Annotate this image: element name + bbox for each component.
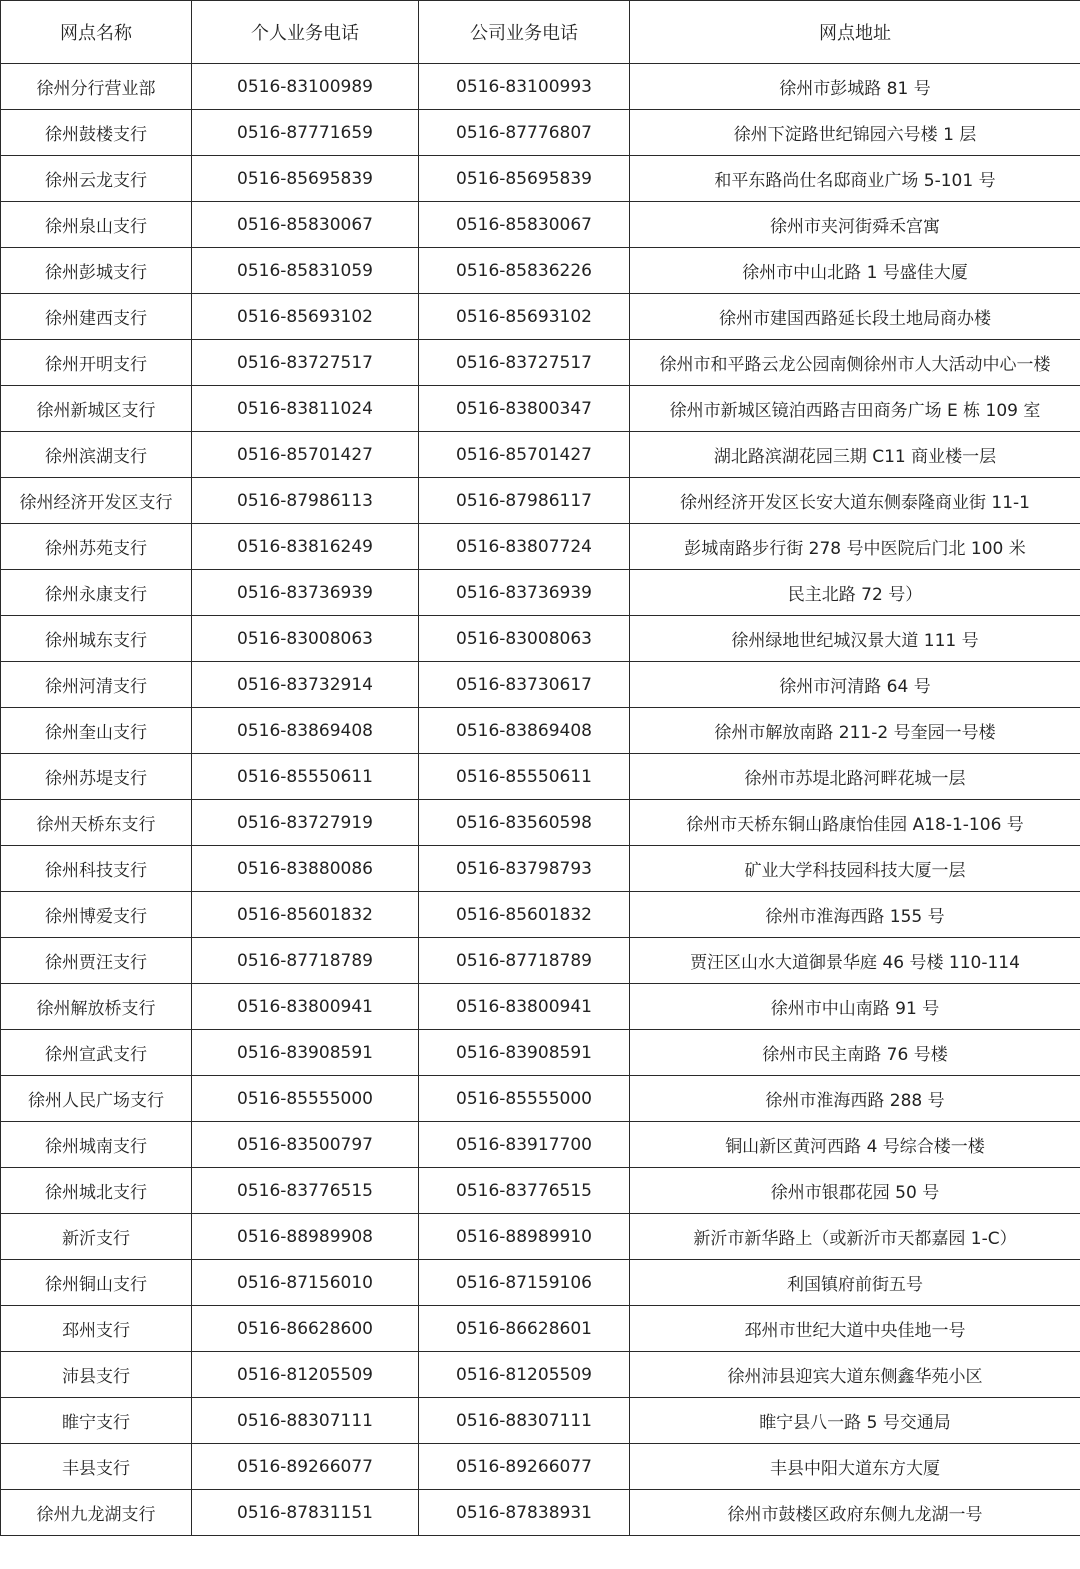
branch-address-cell: 徐州市彭城路 81 号 (630, 64, 1080, 110)
branch-name-cell: 徐州鼓楼支行 (1, 110, 192, 156)
table-row (1, 892, 1080, 938)
branch-address-cell: 矿业大学科技园科技大厦一层 (630, 846, 1080, 892)
branch-name-cell: 徐州科技支行 (1, 846, 192, 892)
personal-phone-cell: 0516-83869408 (192, 708, 419, 754)
table-row (1, 478, 1080, 524)
personal-phone-cell: 0516-85695839 (192, 156, 419, 202)
company-phone-cell: 0516-87159106 (419, 1260, 630, 1306)
company-phone-cell: 0516-83908591 (419, 1030, 630, 1076)
branch-name-cell: 徐州天桥东支行 (1, 800, 192, 846)
branch-address-cell: 徐州市银郡花园 50 号 (630, 1168, 1080, 1214)
branch-name-cell: 徐州新城区支行 (1, 386, 192, 432)
table-row (1, 1490, 1080, 1536)
branch-name-cell: 徐州奎山支行 (1, 708, 192, 754)
personal-phone-cell: 0516-83736939 (192, 570, 419, 616)
branch-address-cell: 徐州经济开发区长安大道东侧泰隆商业街 11-1 (630, 478, 1080, 524)
branch-name-cell: 徐州河清支行 (1, 662, 192, 708)
branch-address-cell: 民主北路 72 号） (630, 570, 1080, 616)
table-row (1, 616, 1080, 662)
branch-name-cell: 徐州滨湖支行 (1, 432, 192, 478)
table-row (1, 1260, 1080, 1306)
personal-phone-cell: 0516-83008063 (192, 616, 419, 662)
table-row (1, 524, 1080, 570)
personal-phone-cell: 0516-85701427 (192, 432, 419, 478)
table-row (1, 110, 1080, 156)
company-phone-cell: 0516-88989910 (419, 1214, 630, 1260)
personal-phone-cell: 0516-85830067 (192, 202, 419, 248)
table-row (1, 156, 1080, 202)
company-phone-cell: 0516-85550611 (419, 754, 630, 800)
company-phone-cell: 0516-83869408 (419, 708, 630, 754)
personal-phone-cell: 0516-87156010 (192, 1260, 419, 1306)
table-row (1, 1076, 1080, 1122)
personal-phone-cell: 0516-87718789 (192, 938, 419, 984)
branch-address-cell: 徐州市解放南路 211-2 号奎园一号楼 (630, 708, 1080, 754)
branch-address-cell: 丰县中阳大道东方大厦 (630, 1444, 1080, 1490)
branch-address-cell: 睢宁县八一路 5 号交通局 (630, 1398, 1080, 1444)
company-phone-cell: 0516-89266077 (419, 1444, 630, 1490)
company-phone-cell: 0516-85695839 (419, 156, 630, 202)
branch-address-cell: 利国镇府前街五号 (630, 1260, 1080, 1306)
branch-address-cell: 徐州沛县迎宾大道东侧鑫华苑小区 (630, 1352, 1080, 1398)
branch-address-cell: 湖北路滨湖花园三期 C11 商业楼一层 (630, 432, 1080, 478)
branch-name-cell: 徐州贾汪支行 (1, 938, 192, 984)
personal-phone-cell: 0516-87771659 (192, 110, 419, 156)
table-row (1, 754, 1080, 800)
table-row (1, 708, 1080, 754)
branch-name-cell: 徐州人民广场支行 (1, 1076, 192, 1122)
company-phone-cell: 0516-83776515 (419, 1168, 630, 1214)
branch-address-cell: 徐州市苏堤北路河畔花城一层 (630, 754, 1080, 800)
table-row (1, 1168, 1080, 1214)
company-phone-cell: 0516-87718789 (419, 938, 630, 984)
company-phone-cell: 0516-85693102 (419, 294, 630, 340)
branch-name-cell: 徐州苏苑支行 (1, 524, 192, 570)
branch-address-cell: 徐州市中山南路 91 号 (630, 984, 1080, 1030)
branch-address-cell: 徐州绿地世纪城汉景大道 111 号 (630, 616, 1080, 662)
company-phone-cell: 0516-83560598 (419, 800, 630, 846)
personal-phone-cell: 0516-85550611 (192, 754, 419, 800)
personal-phone-cell: 0516-83908591 (192, 1030, 419, 1076)
company-phone-cell: 0516-83800941 (419, 984, 630, 1030)
branch-name-cell: 徐州泉山支行 (1, 202, 192, 248)
company-phone-cell: 0516-85830067 (419, 202, 630, 248)
branch-address-cell: 贾汪区山水大道御景华庭 46 号楼 110-114 (630, 938, 1080, 984)
branch-address-cell: 徐州市民主南路 76 号楼 (630, 1030, 1080, 1076)
table-row (1, 1122, 1080, 1168)
personal-phone-cell: 0516-85693102 (192, 294, 419, 340)
table-row (1, 202, 1080, 248)
branch-name-cell: 徐州建西支行 (1, 294, 192, 340)
table-row (1, 846, 1080, 892)
table-row (1, 1306, 1080, 1352)
branch-address-cell: 新沂市新华路上（或新沂市天都嘉园 1-C） (630, 1214, 1080, 1260)
company-phone-cell: 0516-87986117 (419, 478, 630, 524)
table-row (1, 984, 1080, 1030)
branch-address-cell: 铜山新区黄河西路 4 号综合楼一楼 (630, 1122, 1080, 1168)
branch-address-cell: 徐州市鼓楼区政府东侧九龙湖一号 (630, 1490, 1080, 1536)
branch-name-cell: 徐州九龙湖支行 (1, 1490, 192, 1536)
personal-phone-cell: 0516-86628600 (192, 1306, 419, 1352)
personal-phone-cell: 0516-83500797 (192, 1122, 419, 1168)
personal-phone-cell: 0516-81205509 (192, 1352, 419, 1398)
branch-address-cell: 邳州市世纪大道中央佳地一号 (630, 1306, 1080, 1352)
header-company-phone: 公司业务电话 (419, 1, 630, 64)
table-row (1, 1444, 1080, 1490)
table-row (1, 340, 1080, 386)
table-row (1, 294, 1080, 340)
branch-address-cell: 徐州市淮海西路 288 号 (630, 1076, 1080, 1122)
table-row (1, 1352, 1080, 1398)
branch-name-cell: 徐州解放桥支行 (1, 984, 192, 1030)
header-branch-address: 网点地址 (630, 1, 1080, 64)
company-phone-cell: 0516-85836226 (419, 248, 630, 294)
table-row (1, 662, 1080, 708)
branch-address-cell: 和平东路尚仕名邸商业广场 5-101 号 (630, 156, 1080, 202)
personal-phone-cell: 0516-83811024 (192, 386, 419, 432)
company-phone-cell: 0516-83800347 (419, 386, 630, 432)
branch-name-cell: 徐州开明支行 (1, 340, 192, 386)
company-phone-cell: 0516-83798793 (419, 846, 630, 892)
table-row (1, 386, 1080, 432)
table-row (1, 248, 1080, 294)
table-row (1, 64, 1080, 110)
branch-name-cell: 徐州城东支行 (1, 616, 192, 662)
company-phone-cell: 0516-83807724 (419, 524, 630, 570)
branch-address-cell: 徐州市新城区镜泊西路吉田商务广场 E 栋 109 室 (630, 386, 1080, 432)
personal-phone-cell: 0516-83727517 (192, 340, 419, 386)
company-phone-cell: 0516-83736939 (419, 570, 630, 616)
table-row (1, 1030, 1080, 1076)
header-branch-name: 网点名称 (1, 1, 192, 64)
company-phone-cell: 0516-88307111 (419, 1398, 630, 1444)
personal-phone-cell: 0516-83776515 (192, 1168, 419, 1214)
table-row (1, 1398, 1080, 1444)
table-row (1, 800, 1080, 846)
header-personal-phone: 个人业务电话 (192, 1, 419, 64)
personal-phone-cell: 0516-89266077 (192, 1444, 419, 1490)
company-phone-cell: 0516-83730617 (419, 662, 630, 708)
branch-name-cell: 徐州博爱支行 (1, 892, 192, 938)
branch-name-cell: 徐州永康支行 (1, 570, 192, 616)
table-row (1, 938, 1080, 984)
branch-name-cell: 新沂支行 (1, 1214, 192, 1260)
personal-phone-cell: 0516-85831059 (192, 248, 419, 294)
company-phone-cell: 0516-85701427 (419, 432, 630, 478)
branch-name-cell: 徐州城北支行 (1, 1168, 192, 1214)
company-phone-cell: 0516-81205509 (419, 1352, 630, 1398)
personal-phone-cell: 0516-88989908 (192, 1214, 419, 1260)
table-row (1, 570, 1080, 616)
personal-phone-cell: 0516-83727919 (192, 800, 419, 846)
company-phone-cell: 0516-85601832 (419, 892, 630, 938)
branch-address-cell: 徐州市中山北路 1 号盛佳大厦 (630, 248, 1080, 294)
branch-name-cell: 徐州经济开发区支行 (1, 478, 192, 524)
branch-name-cell: 徐州铜山支行 (1, 1260, 192, 1306)
branch-name-cell: 徐州分行营业部 (1, 64, 192, 110)
company-phone-cell: 0516-87776807 (419, 110, 630, 156)
company-phone-cell: 0516-86628601 (419, 1306, 630, 1352)
branch-address-cell: 徐州市河清路 64 号 (630, 662, 1080, 708)
personal-phone-cell: 0516-83732914 (192, 662, 419, 708)
branch-name-cell: 徐州彭城支行 (1, 248, 192, 294)
branch-name-cell: 睢宁支行 (1, 1398, 192, 1444)
company-phone-cell: 0516-83917700 (419, 1122, 630, 1168)
branch-address-cell: 徐州市和平路云龙公园南侧徐州市人大活动中心一楼 (630, 340, 1080, 386)
personal-phone-cell: 0516-83100989 (192, 64, 419, 110)
company-phone-cell: 0516-83727517 (419, 340, 630, 386)
branch-name-cell: 邳州支行 (1, 1306, 192, 1352)
branch-name-cell: 徐州苏堤支行 (1, 754, 192, 800)
branch-address-cell: 徐州市夹河街舜禾宫寓 (630, 202, 1080, 248)
branch-name-cell: 徐州云龙支行 (1, 156, 192, 202)
branch-name-cell: 徐州城南支行 (1, 1122, 192, 1168)
company-phone-cell: 0516-87838931 (419, 1490, 630, 1536)
branch-address-cell: 徐州市淮海西路 155 号 (630, 892, 1080, 938)
branch-address-cell: 徐州下淀路世纪锦园六号楼 1 层 (630, 110, 1080, 156)
branch-address-cell: 徐州市建国西路延长段土地局商办楼 (630, 294, 1080, 340)
personal-phone-cell: 0516-87986113 (192, 478, 419, 524)
branch-name-cell: 丰县支行 (1, 1444, 192, 1490)
personal-phone-cell: 0516-83800941 (192, 984, 419, 1030)
branch-address-cell: 彭城南路步行街 278 号中医院后门北 100 米 (630, 524, 1080, 570)
company-phone-cell: 0516-83100993 (419, 64, 630, 110)
personal-phone-cell: 0516-85601832 (192, 892, 419, 938)
table-header-row (1, 1, 1080, 64)
personal-phone-cell: 0516-87831151 (192, 1490, 419, 1536)
company-phone-cell: 0516-83008063 (419, 616, 630, 662)
personal-phone-cell: 0516-83880086 (192, 846, 419, 892)
table-row (1, 1214, 1080, 1260)
branch-name-cell: 沛县支行 (1, 1352, 192, 1398)
branch-name-cell: 徐州宣武支行 (1, 1030, 192, 1076)
personal-phone-cell: 0516-88307111 (192, 1398, 419, 1444)
personal-phone-cell: 0516-85555000 (192, 1076, 419, 1122)
branch-address-cell: 徐州市天桥东铜山路康怡佳园 A18-1-106 号 (630, 800, 1080, 846)
personal-phone-cell: 0516-83816249 (192, 524, 419, 570)
table-body (1, 64, 1080, 1536)
table-row (1, 432, 1080, 478)
company-phone-cell: 0516-85555000 (419, 1076, 630, 1122)
